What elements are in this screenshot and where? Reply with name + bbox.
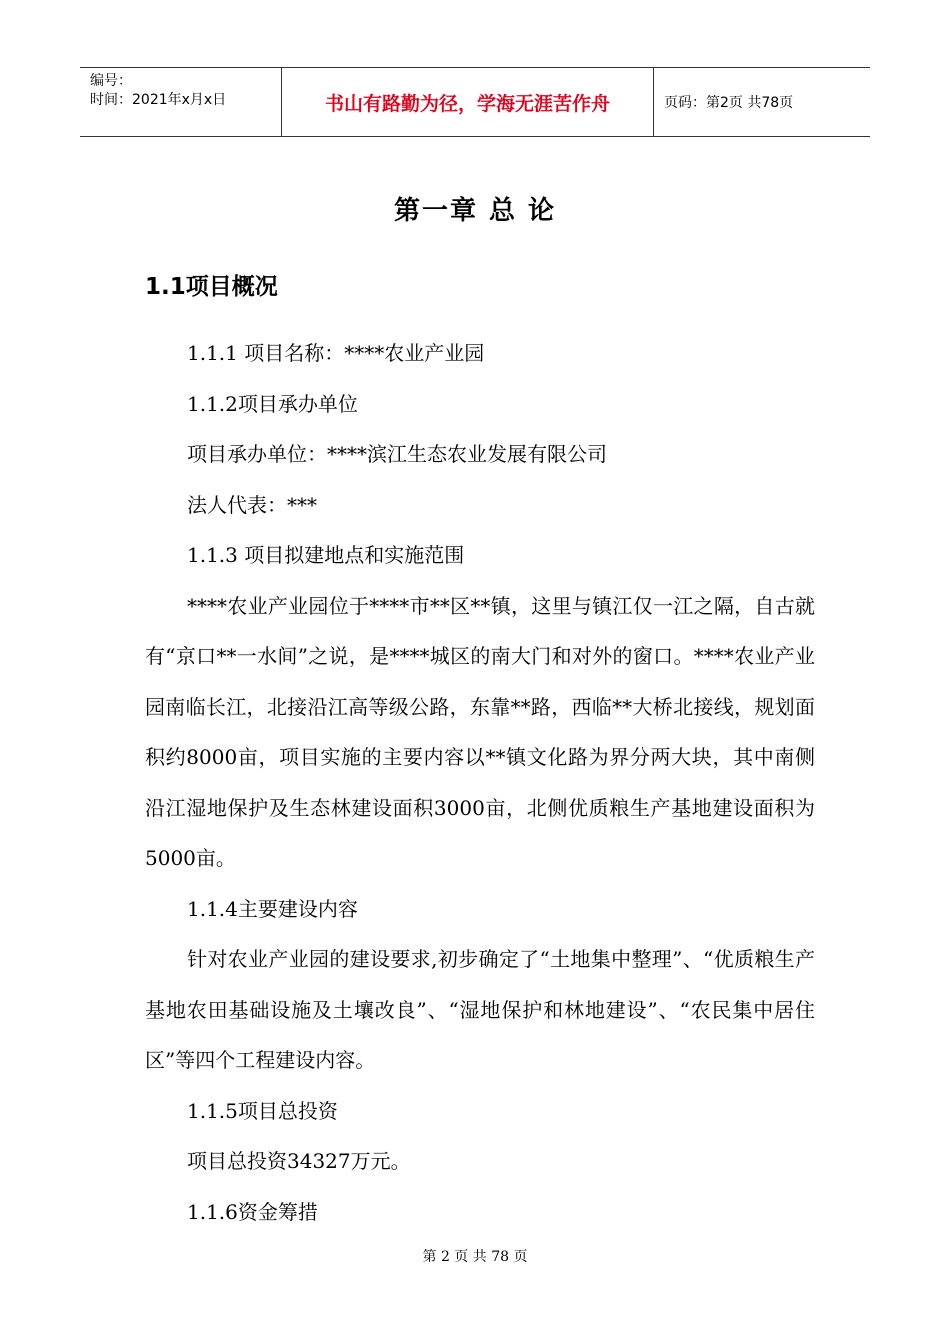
page-header xyxy=(80,67,870,137)
section-title: 1.1项目概况 xyxy=(145,274,278,300)
paragraph-heading-location: 1.1.3 项目拟建地点和实施范围 xyxy=(187,543,465,567)
header-page-info: 页码：第2页 共78页 xyxy=(664,95,794,111)
header-date-label: 时间：2021年x月x日 xyxy=(90,92,227,108)
paragraph-organizer: 项目承办单位：****滨江生态农业发展有限公司 xyxy=(187,442,607,466)
document-body xyxy=(145,328,815,1237)
chapter-title: 第一章 总 论 xyxy=(393,196,557,226)
paragraph-heading-investment: 1.1.5项目总投资 xyxy=(187,1098,338,1123)
paragraph-investment: 项目总投资34327万元。 xyxy=(187,1149,411,1173)
header-meta xyxy=(80,68,281,136)
header-motto: 书山有路勤为径，学海无涯苦作舟 xyxy=(324,92,610,115)
paragraph-construction: 针对农业产业园的建设要求,初步确定了“土地集中整理”、“优质粮生产基地农田基础设施及土壤改良”、“湿地保护和林地建设”、“农民集中居住区”等四个工程建设内容。 xyxy=(145,947,815,1072)
paragraph-legal-rep: 法人代表：*** xyxy=(187,492,317,517)
paragraph-location: ****农业产业园位于****市**区**镇，这里与镇江仅一江之隔，自古就有“京口**一水间”之说，是****城区的南大门和对外的窗口。****农业产业园南临长江，北接沿江高等级公路，东靠**路，西临**大桥北接线，规划面积约8000亩，项目实施的主要内容以**镇文化路为界分两大块，其中南侧沿江湿地保护及生态林建设面积3000亩，北侧优质粮生产基地建设面积为5000亩。 xyxy=(145,593,815,870)
paragraph-heading-construction: 1.1.4主要建设内容 xyxy=(187,896,358,921)
header-number-label: 编号： xyxy=(90,73,132,89)
paragraph-project-name: 1.1.1 项目名称：****农业产业园 xyxy=(187,341,485,365)
paragraph-heading-funding: 1.1.6资金筹措 xyxy=(187,1199,318,1224)
paragraph-heading-organizer: 1.1.2项目承办单位 xyxy=(187,391,358,416)
page-footer: 第 2 页 共 78 页 xyxy=(422,1249,528,1265)
